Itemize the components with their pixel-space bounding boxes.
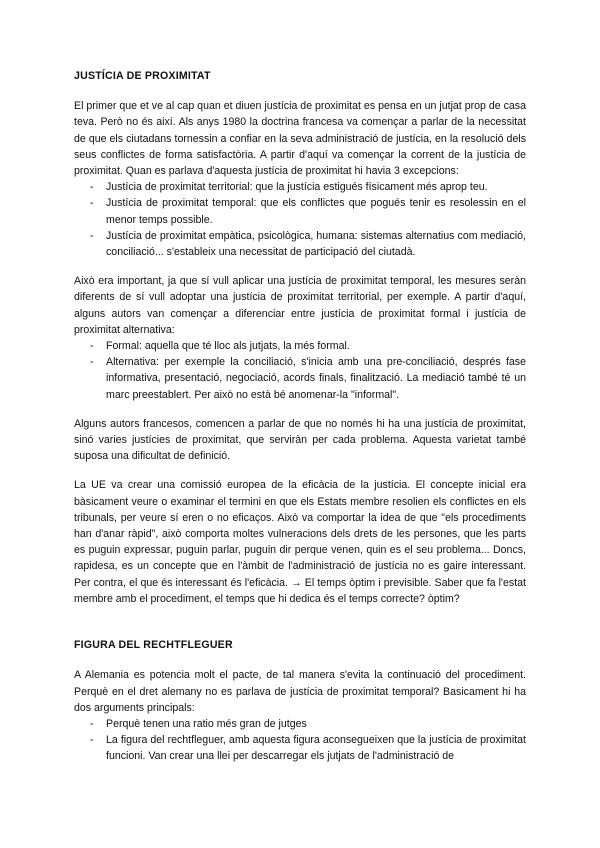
list-item: - La figura del rechtfleguer, amb aquesta figura aconsegueixen que la justícia de proximitat funcioni. Van crear una llei per descarregar els jutjats de l'administració de [74,732,526,764]
section-title-justicia-proximitat: JUSTÍCIA DE PROXIMITAT [74,70,211,82]
bullet-list [74,179,526,260]
list-item: - Perquè tenen una ratio més gran de jutges [74,716,526,732]
paragraph: Alguns autors francesos, comencen a parlar de que no només hi ha una justícia de proximitat, sinó varies justícies de proximitat, que serviràn per cada problema. Aquesta varietat també suposa una dificultat de definició. [74,417,526,463]
bullet-list [74,338,526,403]
list-item: - Alternativa: per exemple la conciliació, s'inicia amb una pre-conciliació, després fase informativa, presentació, negociació, acords finals, finalització. La mediació també té un marc preestablert. Per això no està bé anomenar-la "informal". [74,354,526,403]
paragraph: A Alemania es potencia molt el pacte, de tal manera s'evita la continuació del procediment. Perquè en el dret alemany no es parlava de justícia de proximitat temporal? Basicament hi ha dos arguments principals: [74,669,526,714]
list-item: - Justícia de proximitat empàtica, psicològica, humana: sistemas alternatius com mediació, conciliació... s'estableix una necessitat de participació del ciutadà. [74,228,526,260]
paragraph: El primer que et ve al cap quan et diuen justícia de proximitat es pensa en un jutjat prop de casa teva. Però no és així. Als anys 1980 la doctrina francesa va començar a parlar de la necessitat de que els ciutadans tornessin a confiar en la seva administració de justícia, en la resolució dels seus conflictes de forma satisfactòria. A partir d'aquí va començar la corrent de la justícia de proximitat. Quan es parlava d'aquesta justícia de proximitat hi havia 3 excepcions: [74,100,526,178]
paragraph: Això era important, ja que sí vull aplicar una justícia de proximitat temporal, les mesures seràn diferents de sí vull adoptar una justícia de proximitat territorial, per exemple. A partir d'aquí, alguns autors van començar a diferenciar entre justícia de proximitat formal i justícia de proximitat alternativa: [74,275,526,336]
list-item: - Justícia de proximitat territorial: que la justícia estigués físicament més aprop teu. [74,179,526,195]
section-title-rechtfleguer: FIGURA DEL RECHTFLEGUER [74,639,233,652]
list-item: - Formal: aquella que té lloc als jutjats, la més formal. [74,338,526,354]
paragraph: La UE va crear una comissió europea de la eficàcia de la justícia. El concepte inicial era bàsicament veure o examinar el termini en que els Estats membre resolien els conflictes en els tribunals, per veure sí eren o no eficaços. Això va comportar la idea de que "els procediments han d'anar ràpid", això comporta moltes vulneracions dels drets de les persones, que les parts es puguin expressar, puguin parlar, puguin dir perque venen, quin es el seu problema... Doncs, rapidesa, es un concepte que en l'àmbit de l'administració de justícia no es gaire interessant. Per contra, el que és interessant és l'eficàcia. → El temps òptim i previsible. Saber que fa l'estat membre amb el procediment, el temps que hi dedica és el temps correcte? òptim? [74,479,526,605]
bullet-list [74,716,526,765]
list-item: - Justícia de proximitat temporal: que els conflictes que pogués tenir es resolessin en el menor temps possible. [74,195,526,227]
